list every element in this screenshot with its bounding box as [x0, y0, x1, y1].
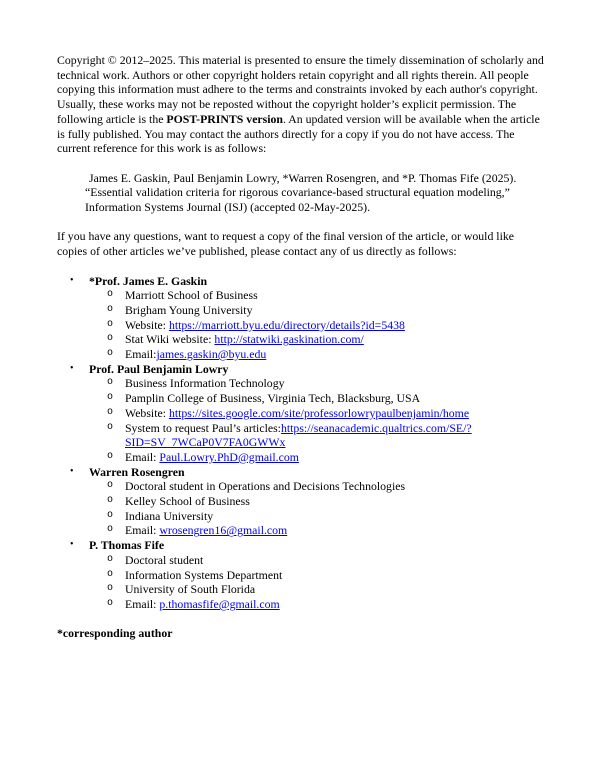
detail-row — [125, 421, 545, 450]
circle-bullet-icon: o — [107, 303, 114, 315]
citation-line-journal: Information Systems Journal (ISJ) (accepted 02-May-2025). — [85, 200, 371, 215]
author-detail — [107, 568, 545, 583]
fife-email-link[interactable]: p.thomasfife@gmail.com — [159, 596, 280, 611]
detail-text: Business Information Technology — [125, 376, 285, 391]
circle-bullet-icon: o — [107, 377, 114, 389]
copyright-text-before: Copyright © 2012–2025. This material is presented to ensure the timely dissemination of scholarly and technical work. Authors or other copyright holders retain copyright and all rights therein. All people copying this information must adhere to the terms and constraints invoked by each author's copyright. Usually, these works may not be reposted without the copyright holder’s explicit permission. The following article is the — [57, 53, 544, 126]
circle-bullet-icon: o — [107, 406, 114, 418]
detail-row — [125, 597, 545, 612]
detail-text: Kelley School of Business — [125, 494, 250, 509]
author-detail — [107, 450, 545, 465]
author-item-rosengren — [70, 465, 545, 480]
author-item-fife — [70, 538, 545, 553]
author-item-gaskin — [70, 274, 545, 289]
author-detail — [107, 288, 545, 303]
circle-bullet-icon: o — [107, 568, 114, 580]
circle-bullet-icon: o — [107, 509, 114, 521]
citation-line-authors: James E. Gaskin, Paul Benjamin Lowry, *Warren Rosengren, and *P. Thomas Fife (2025). — [89, 170, 517, 185]
author-detail — [107, 406, 545, 421]
author-name: Prof. Paul Benjamin Lowry — [89, 361, 229, 376]
citation-line-title: “Essential validation criteria for rigorous covariance-based structural equation modeling,” — [85, 185, 510, 200]
author-detail — [107, 391, 545, 406]
author-detail — [107, 347, 545, 362]
lowry-website-link[interactable]: https://sites.google.com/site/professorlowrypaulbenjamin/home — [168, 405, 470, 420]
author-detail — [107, 421, 545, 450]
copyright-paragraph — [57, 53, 545, 156]
detail-label: System to request Paul’s articles: — [125, 420, 281, 435]
circle-bullet-icon: o — [107, 333, 114, 345]
detail-row — [125, 406, 545, 421]
author-name: *Prof. James E. Gaskin — [89, 273, 208, 288]
bullet-icon: • — [70, 362, 74, 374]
author-detail — [107, 376, 545, 391]
detail-row — [125, 332, 545, 347]
author-detail — [107, 523, 545, 538]
circle-bullet-icon: o — [107, 495, 114, 507]
detail-text: Information Systems Department — [125, 567, 283, 582]
author-detail — [107, 553, 545, 568]
circle-bullet-icon: o — [107, 553, 114, 565]
detail-label: Email: — [125, 347, 157, 362]
detail-label: Email: — [125, 523, 160, 538]
lowry-articles-request-link[interactable]: https://seanacademic.qualtrics.com/SE/?SID=SV_7WCaP0V7FA0GWWx — [125, 420, 472, 450]
contact-intro-paragraph: If you have any questions, want to request a copy of the final version of the article, or would like copies of other articles we’ve published, please contact any of us directly as follows: — [57, 229, 514, 259]
author-detail — [107, 332, 545, 347]
detail-text: Marriott School of Business — [125, 288, 258, 303]
detail-text: Indiana University — [125, 508, 214, 523]
circle-bullet-icon: o — [107, 450, 114, 462]
author-name: Warren Rosengren — [89, 464, 185, 479]
corresponding-author-note: *corresponding author — [57, 626, 173, 641]
circle-bullet-icon: o — [107, 392, 114, 404]
circle-bullet-icon: o — [107, 597, 114, 609]
bullet-icon: • — [70, 539, 74, 551]
author-detail — [107, 494, 545, 509]
detail-label: Stat Wiki website: — [125, 332, 215, 347]
circle-bullet-icon: o — [107, 421, 114, 433]
author-detail — [107, 509, 545, 524]
detail-row — [125, 523, 545, 538]
circle-bullet-icon: o — [107, 480, 114, 492]
detail-text: Brigham Young University — [125, 302, 253, 317]
author-item-lowry — [70, 362, 545, 377]
author-detail — [107, 303, 545, 318]
gaskin-statwiki-link[interactable]: http://statwiki.gaskination.com/ — [214, 332, 364, 347]
author-detail — [107, 479, 545, 494]
rosengren-email-link[interactable]: wrosengren16@gmail.com — [159, 523, 288, 538]
detail-row — [125, 450, 545, 465]
author-detail — [107, 597, 545, 612]
circle-bullet-icon: o — [107, 583, 114, 595]
detail-label: Email: — [125, 596, 160, 611]
copyright-text-after: . An updated version will be available when the article is fully published. You may contact the authors directly for a copy if you do not have access. The current reference for this work is as follows: — [57, 111, 540, 156]
detail-text: Pamplin College of Business, Virginia Tech, Blacksburg, USA — [125, 391, 421, 406]
circle-bullet-icon: o — [107, 348, 114, 360]
citation-block — [85, 171, 545, 215]
circle-bullet-icon: o — [107, 318, 114, 330]
detail-label: Website: — [125, 317, 169, 332]
circle-bullet-icon: o — [107, 289, 114, 301]
detail-label: Website: — [125, 405, 169, 420]
author-name: P. Thomas Fife — [89, 538, 165, 553]
detail-label: Email: — [125, 449, 160, 464]
detail-text: University of South Florida — [125, 582, 256, 597]
detail-row — [125, 318, 545, 333]
authors-list — [57, 274, 545, 612]
author-detail — [107, 318, 545, 333]
detail-text: Doctoral student in Operations and Decisions Technologies — [125, 479, 406, 494]
post-prints-emphasis: POST-PRINTS version — [166, 111, 283, 126]
detail-row — [125, 347, 545, 362]
gaskin-email-link[interactable]: james.gaskin@byu.edu — [156, 347, 267, 362]
circle-bullet-icon: o — [107, 524, 114, 536]
gaskin-website-link[interactable]: https://marriott.byu.edu/directory/details?id=5438 — [168, 317, 405, 332]
author-detail — [107, 582, 545, 597]
detail-text: Doctoral student — [125, 552, 204, 567]
lowry-email-link[interactable]: Paul.Lowry.PhD@gmail.com — [159, 449, 299, 464]
bullet-icon: • — [70, 465, 74, 477]
bullet-icon: • — [70, 274, 74, 286]
